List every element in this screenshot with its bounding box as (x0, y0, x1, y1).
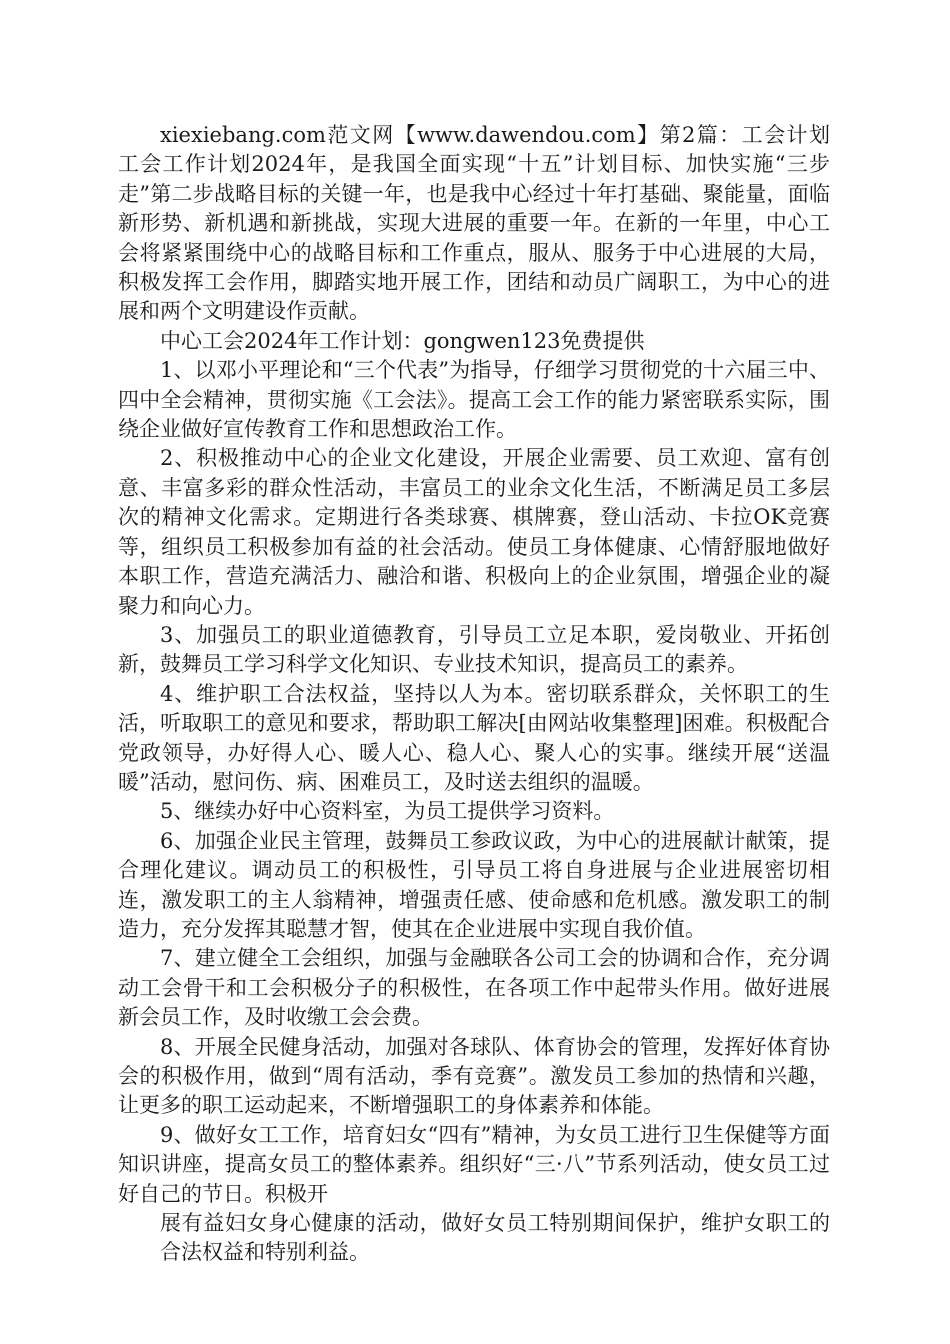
paragraph-item-2: 2、积极推动中心的企业文化建设，开展企业需要、员工欢迎、富有创意、丰富多彩的群众性活动，丰富员工的业余文化生活，不断满足员工多层次的精神文化需求。定期进行各类球赛、棋牌赛，登山活动、卡拉OK竞赛等，组织员工积极参加有益的社会活动。使员工身体健康、心情舒服地做好本职工作，营造充满活力、融洽和谐、积极向上的企业氛围，增强企业的凝聚力和向心力。 (118, 446, 830, 618)
paragraph-item-9-continued: 展有益妇女身心健康的活动，做好女员工特别期间保护，维护女职工的合法权益和特别利益。 (160, 1211, 830, 1265)
paragraph-intro: xiexiebang.com范文网【www.dawendou.com】第2篇：工会计划工会工作计划2024年，是我国全面实现“十五”计划目标、加快实施“三步走”第二步战略目标的关键一年，也是我中心经过十年打基础、聚能量，面临新形势、新机遇和新挑战，实现大进展的重要一年。在新的一年里，中心工会将紧紧围绕中心的战略目标和工作重点，服从、服务于中心进展的大局，积极发挥工会作用，脚踏实地开展工作，团结和动员广阔职工，为中心的进展和两个文明建设作贡献。 (118, 123, 830, 324)
paragraph-item-7: 7、建立健全工会组织，加强与金融联各公司工会的协调和合作，充分调动工会骨干和工会积极分子的积极性，在各项工作中起带头作用。做好进展新会员工作，及时收缴工会会费。 (118, 946, 830, 1030)
paragraph-item-5: 5、继续办好中心资料室，为员工提供学习资料。 (160, 799, 615, 824)
paragraph-plan-heading: 中心工会2024年工作计划：gongwen123免费提供 (160, 328, 645, 353)
document-body (118, 121, 830, 1268)
paragraph-item-6: 6、加强企业民主管理，鼓舞员工参政议政，为中心的进展献计献策，提合理化建议。调动员工的积极性，引导员工将自身进展与企业进展密切相连，激发职工的主人翁精神，增强责任感、使命感和危机感。激发职工的制造力，充分发挥其聪慧才智，使其在企业进展中实现自我价值。 (118, 828, 830, 941)
paragraph-item-1: 1、以邓小平理论和“三个代表”为指导，仔细学习贯彻党的十六届三中、四中全会精神，贯彻实施《工会法》。提高工会工作的能力紧密联系实际，围绕企业做好宣传教育工作和思想政治工作。 (118, 358, 830, 442)
paragraph-item-9: 9、做好女工工作，培育妇女“四有”精神，为女员工进行卫生保健等方面知识讲座，提高女员工的整体素养。组织好“三·八”节系列活动，使女员工过好自己的节日。积极开 (118, 1122, 830, 1206)
paragraph-item-3: 3、加强员工的职业道德教育，引导员工立足本职，爱岗敬业、开拓创新，鼓舞员工学习科学文化知识、专业技术知识，提高员工的素养。 (118, 622, 830, 677)
paragraph-item-8: 8、开展全民健身活动，加强对各球队、体育协会的管理，发挥好体育协会的积极作用，做到“周有活动，季有竞赛”。激发员工参加的热情和兴趣，让更多的职工运动起来，不断增强职工的身体素养和体能。 (118, 1034, 830, 1118)
paragraph-item-4: 4、维护职工合法权益，坚持以人为本。密切联系群众，关怀职工的生活，听取职工的意见和要求，帮助职工解决[由网站收集整理]困难。积极配合党政领导，办好得人心、暖人心、稳人心、聚人心的实事。继续开展“送温暖”活动，慰问伤、病、困难员工，及时送去组织的温暖。 (118, 681, 830, 794)
